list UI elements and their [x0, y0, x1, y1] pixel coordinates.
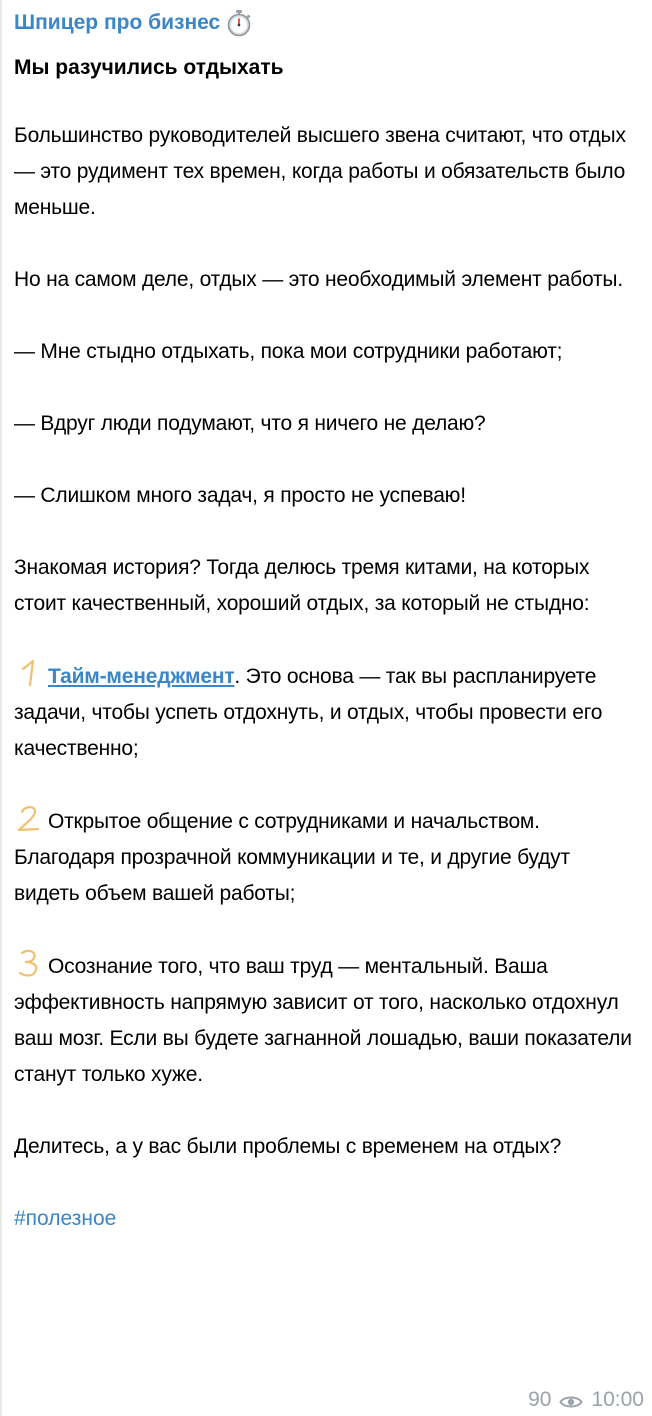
list-item-1 [14, 658, 636, 767]
eye-icon [559, 1392, 583, 1408]
hashtag-link[interactable]: #полезное [14, 1207, 117, 1230]
quote-ashamed: — Мне стыдно отдыхать, пока мои сотрудники работают; [14, 340, 563, 363]
list-item-3-text: Осознание того, что ваш труд — ментальный. Ваша эффективность напрямую зависит от того, насколько отдохнул ваш мозг. Если вы будете загнанной лошадью, ваши показатели станут только хуже. [14, 955, 632, 1086]
quote-too-many-tasks: — Слишком много задач, я просто не успеваю! [14, 484, 466, 507]
paragraph-three-whales: Знакомая история? Тогда делюсь тремя китами, на которых стоит качественный, хороший отдых, за который не стыдно: [14, 556, 590, 615]
channel-header[interactable] [14, 6, 636, 40]
post-title: Мы разучились отдыхать [14, 56, 284, 79]
quote-people-think: — Вдруг люди подумают, что я ничего не делаю? [14, 412, 486, 435]
number-three-icon [14, 948, 44, 978]
view-count: 90 [528, 1388, 552, 1411]
list-item-2 [14, 803, 636, 912]
number-two-icon [14, 803, 44, 833]
paragraph-question: Делитесь, а у вас были проблемы с временем на отдых? [14, 1135, 562, 1158]
list-item-3 [14, 948, 636, 1093]
message-meta [528, 1388, 644, 1412]
message-time: 10:00 [591, 1388, 644, 1411]
paragraph-intro: Большинство руководителей высшего звена считают, что отдых — это рудимент тех времен, когда работы и обязательств было меньше. [14, 124, 626, 219]
list-item-1-text: . Это основа — так вы распланируете задачи, чтобы успеть отдохнуть, и отдых, чтобы провести его качественно; [14, 665, 603, 760]
paragraph-rest-necessary: Но на самом деле, отдых — это необходимый элемент работы. [14, 268, 623, 291]
stopwatch-icon [226, 9, 252, 37]
number-one-icon [14, 658, 44, 688]
time-management-link[interactable]: Тайм-менеджмент [48, 665, 235, 688]
channel-name[interactable]: Шпицер про бизнес [14, 11, 221, 34]
list-item-2-text: Открытое общение с сотрудниками и начальством. Благодаря прозрачной коммуникации и те, и другие будут видеть объем вашей работы; [14, 810, 570, 905]
